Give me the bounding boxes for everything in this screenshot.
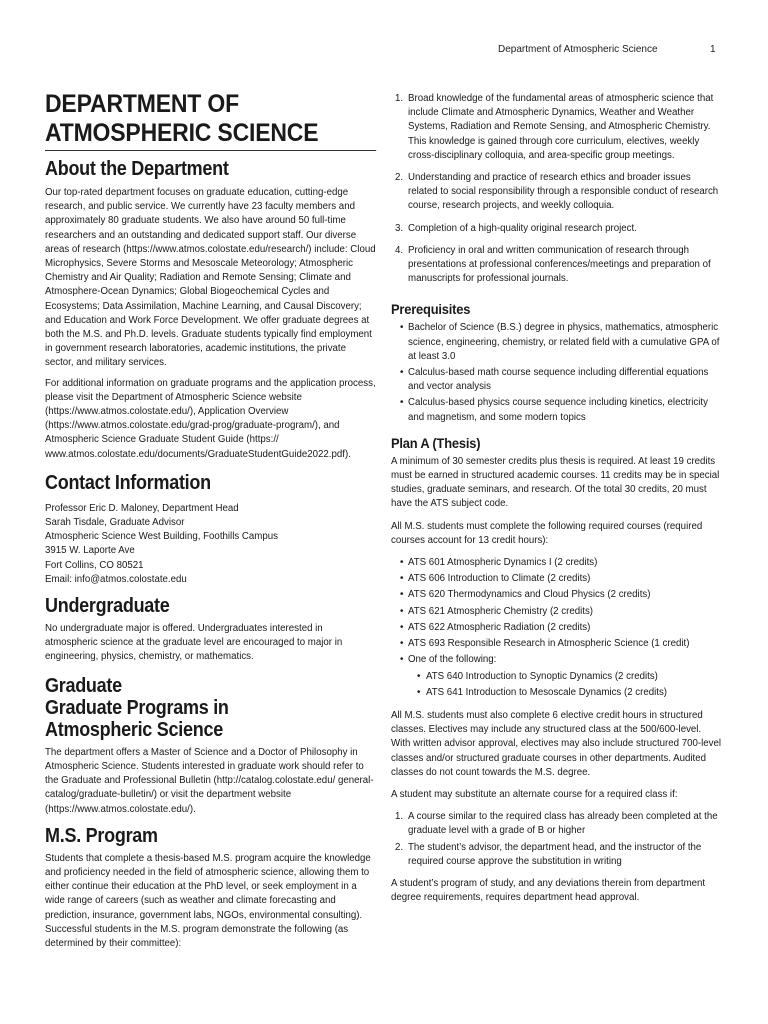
list-item: • Calculus-based math course sequence including differential equations and vector analysis bbox=[391, 366, 723, 394]
substitution-list bbox=[391, 810, 723, 869]
course-item: • ATS 693 Responsible Research in Atmospheric Science (1 credit) bbox=[391, 637, 723, 651]
undergraduate-heading: Undergraduate bbox=[45, 595, 170, 618]
list-item: • Calculus-based physics course sequence including kinetics, electricity and magnetism, and some modern topics bbox=[391, 396, 723, 424]
contact-heading: Contact Information bbox=[45, 471, 211, 494]
list-item-text: Completion of a high-quality original research project. bbox=[408, 222, 637, 234]
list-item bbox=[391, 92, 723, 163]
contact-line: Fort Collins, CO 80521 bbox=[45, 559, 144, 571]
elective-choice-list bbox=[408, 670, 723, 700]
course-item: • ATS 606 Introduction to Climate (2 credits) bbox=[391, 572, 723, 586]
page-title: DEPARTMENT OF ATMOSPHERIC SCIENCE bbox=[45, 90, 376, 151]
ms-program-paragraph: Students that complete a thesis-based M.S. program acquire the knowledge and proficiency needed in the field of atmospheric science, allowing them to either continue their education at the PhD level, or seek employment in a wide range of careers (such as weather and climate forecasting and prediction, insurance, government labs, NGOs, environmental consulting). Successful students in the M.S. program demonstrate the following (as determined by their committee): bbox=[45, 852, 371, 949]
graduate-programs-paragraph: The department offers a Master of Science and a Doctor of Philosophy in Atmospheric Science. Students interested in graduate work should refer to the Graduate and Professional Bulletin (http://catalog.colostate.edu/ general-catalog/graduate-bulletin/) or visit the department website (https://www.atmos.colostate.edu/). bbox=[45, 746, 374, 815]
list-item bbox=[391, 222, 723, 236]
list-number: 1. bbox=[395, 811, 404, 823]
additional-info-paragraph: For additional information on graduate programs and the application process, please visit the Department of Atmospheric Science website (https://www.atmos.colostate.edu/), Application Overview (https://www.atmos.colostate.edu/grad-prog/graduate-program/), and Atmospheric Science Graduate Student Guide (https:// www.atmos.colostate.edu/documents/GraduateStudentGuide2022.pdf). bbox=[45, 377, 376, 460]
course-item: • ATS 622 Atmospheric Radiation (2 credits) bbox=[391, 621, 723, 635]
list-number: 4. bbox=[395, 244, 404, 256]
contact-line: 3915 W. Laporte Ave bbox=[45, 545, 135, 557]
graduate-programs-heading: Graduate Programs in Atmospheric Science bbox=[45, 696, 229, 741]
contact-block bbox=[45, 502, 377, 587]
ms-program-heading: M.S. Program bbox=[45, 824, 158, 847]
contact-line: Atmospheric Science West Building, Foothills Campus bbox=[45, 531, 278, 543]
electives-paragraph: All M.S. students must also complete 6 elective credit hours in structured classes. Electives may include any structured class at the 500/600-level. With written advisor approval, electives may also include structured 700-level classes and/or structured graduate courses in other departments. Audited classes do not count towards the M.S. degree. bbox=[391, 709, 722, 778]
required-courses-intro: All M.S. students must complete the following required courses (required courses account for 13 credit hours): bbox=[391, 520, 703, 546]
list-item bbox=[391, 171, 723, 214]
course-subitem: • ATS 640 Introduction to Synoptic Dynamics (2 credits) bbox=[408, 670, 723, 684]
outcomes-list bbox=[391, 92, 723, 286]
list-number: 2. bbox=[395, 172, 404, 184]
contact-line: Professor Eric D. Maloney, Department Head bbox=[45, 502, 239, 514]
undergraduate-paragraph: No undergraduate major is offered. Undergraduates interested in atmospheric science at the graduate level are encouraged to major in engineering, physics, chemistry, or mathematics. bbox=[45, 623, 343, 663]
graduate-heading: Graduate bbox=[45, 674, 122, 697]
about-heading: About the Department bbox=[45, 158, 229, 180]
course-item: • ATS 601 Atmospheric Dynamics I (2 credits) bbox=[391, 556, 723, 570]
course-subitem: • ATS 641 Introduction to Mesoscale Dynamics (2 credits) bbox=[408, 686, 723, 700]
running-header bbox=[498, 44, 716, 55]
plan-a-heading: Plan A (Thesis) bbox=[391, 434, 481, 451]
list-item-text: The student’s advisor, the department head, and the instructor of the required course approve the substitution in writing bbox=[408, 841, 702, 867]
substitution-intro: A student may substitute an alternate course for a required class if: bbox=[391, 788, 678, 800]
contact-email: Email: info@atmos.colostate.edu bbox=[45, 573, 187, 585]
prerequisites-list bbox=[391, 321, 723, 424]
contact-line: Sarah Tisdale, Graduate Advisor bbox=[45, 517, 185, 529]
about-paragraph: Our top-rated department focuses on graduate education, cutting-edge research, and public service. We currently have 23 faculty members and approximately 80 graduate students. We also have around 50 full-time researchers and an outstanding and dedicated support staff. Our diverse areas of research (https://www.atmos.colostate.edu/research/) include: Cloud Microphysics, Severe Storms and Mesoscale Meteorology; Atmospheric Chemistry and Air Quality; Radiation and Remote Sensing; Climate and Atmosphere-Ocean Dynamics; Global Biogeochemical Cycles and Ecosystems; Data Assimilation, Machine Learning, and Causal Discovery; and Education and Work Force Development. We offer graduate degrees at both the M.S. and Ph.D. levels. Graduate students typically find employment in government research laboratories, academic institutions, the private sector, and military services. bbox=[45, 187, 376, 369]
list-item: • Bachelor of Science (B.S.) degree in physics, mathematics, atmospheric science, engineering, chemistry, or related field with a cumulative GPA of at least 3.0 bbox=[391, 321, 723, 364]
page-number: 1 bbox=[710, 44, 716, 55]
course-item bbox=[391, 653, 723, 700]
list-item-text: A course similar to the required class has already been completed at the graduate level with a grade of B or higher bbox=[408, 811, 718, 837]
list-item bbox=[391, 244, 723, 287]
prerequisites-heading: Prerequisites bbox=[391, 301, 471, 318]
approval-paragraph: A student’s program of study, and any deviations therein from department degree requirements, requires department head approval. bbox=[391, 877, 706, 904]
list-item-text: Understanding and practice of research ethics and broader issues related to social responsibility through a responsible conduct of research course, research projects, and weekly colloquia. bbox=[408, 172, 719, 212]
list-item bbox=[391, 841, 723, 869]
required-courses-list bbox=[391, 556, 723, 700]
right-column bbox=[391, 92, 723, 905]
list-item-text: Proficiency in oral and written communication of research through presentations at professional conferences/meetings and preparation of manuscripts for professional journals. bbox=[408, 244, 711, 285]
course-item-text: One of the following: bbox=[408, 654, 497, 666]
list-item bbox=[391, 810, 723, 838]
list-number: 2. bbox=[395, 841, 404, 853]
plan-a-paragraph: A minimum of 30 semester credits plus thesis is required. At least 19 credits must be earned in structured academic courses. 11 credits may be in special studies, graduate seminars, and research. Of the total 30 credits, 20 must have the ATS subject code. bbox=[391, 455, 720, 510]
course-item: • ATS 620 Thermodynamics and Cloud Physics (2 credits) bbox=[391, 588, 723, 602]
left-column bbox=[45, 90, 377, 951]
list-item-text: Broad knowledge of the fundamental areas of atmospheric science that include Climate and Atmospheric Dynamics, Weather and Weather Systems, Radiation and Remote Sensing, and Atmospheric Chemistry. This knowledge is gained through core curriculum, electives, weekly cross-disciplinary colloquia, and area-specific group meetings. bbox=[408, 93, 714, 161]
list-number: 1. bbox=[395, 93, 404, 104]
course-item: • ATS 621 Atmospheric Chemistry (2 credits) bbox=[391, 605, 723, 619]
list-number: 3. bbox=[395, 222, 404, 234]
running-header-title: Department of Atmospheric Science bbox=[498, 44, 658, 55]
